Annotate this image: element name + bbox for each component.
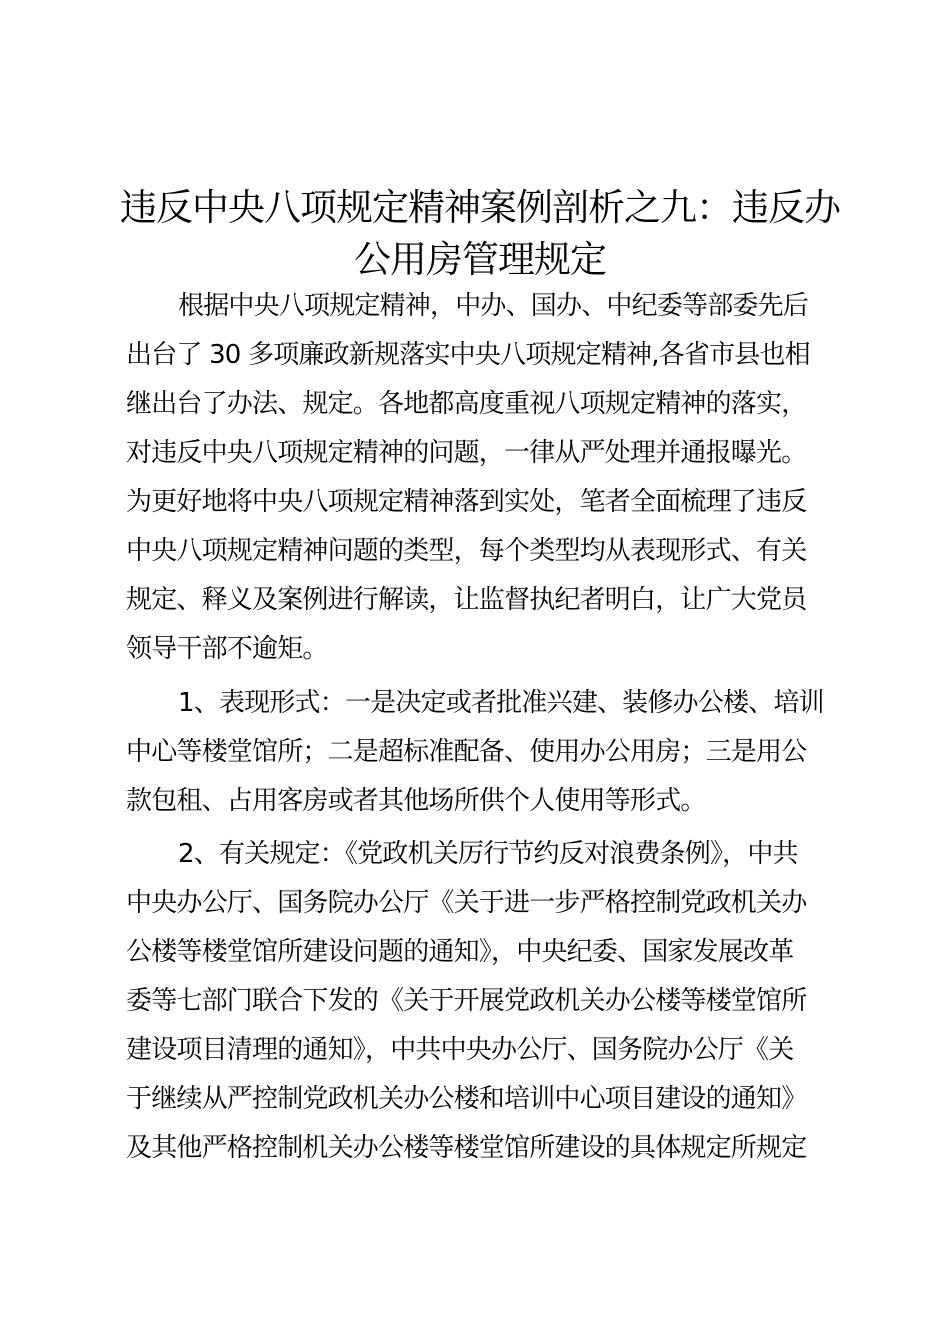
paragraph-2-line-3: 款包租、占用客房或者其他场所供个人使用等形式。 (126, 786, 706, 816)
paragraph-3-line-6: 于继续从严控制党政机关办公楼和培训中心项目建设的通知》 (126, 1084, 807, 1114)
document-title-line-1: 违反中央八项规定精神案例剖析之九：违反办 (120, 186, 840, 229)
paragraph-3-line-7: 及其他严格控制机关办公楼等楼堂馆所建设的具体规定所规定 (126, 1133, 807, 1163)
paragraph-3-line-5: 建设项目清理的通知》，中共中央办公厅、国务院办公厅《关 (126, 1035, 794, 1065)
paragraph-2-line-2: 中心等楼堂馆所；二是超标准配备、使用办公用房；三是用公 (126, 737, 807, 767)
document-title-line-2: 公用房管理规定 (354, 238, 606, 281)
paragraph-1-line-1: 根据中央八项规定精神，中办、国办、中纪委等部委先后 (178, 291, 809, 321)
paragraph-1-line-3: 继出台了办法、规定。各地都高度重视八项规定精神的落实， (126, 389, 807, 419)
paragraph-3-line-1: 2、有关规定：《党政机关厉行节约反对浪费条例》，中共 (178, 839, 798, 869)
paragraph-3-line-2: 中央办公厅、国务院办公厅《关于进一步严格控制党政机关办 (126, 888, 807, 918)
paragraph-3-line-3: 公楼等楼堂馆所建设问题的通知》，中央纪委、国家发展改革 (126, 937, 794, 967)
paragraph-1-line-2: 出台了 30 多项廉政新规落实中央八项规定精神,各省市县也相 (126, 340, 810, 370)
paragraph-1-line-4: 对违反中央八项规定精神的问题，一律从严处理并通报曝光。 (126, 438, 807, 468)
paragraph-1-line-8: 领导干部不逾矩。 (126, 634, 328, 664)
paragraph-2-line-1: 1、表现形式：一是决定或者批准兴建、装修办公楼、培训 (178, 688, 824, 718)
paragraph-3-line-4: 委等七部门联合下发的《关于开展党政机关办公楼等楼堂馆所 (126, 986, 807, 1016)
paragraph-1-line-7: 规定、释义及案例进行解读，让监督执纪者明白，让广大党员 (126, 585, 807, 615)
paragraph-1-line-5: 为更好地将中央八项规定精神落到实处，笔者全面梳理了违反 (126, 487, 807, 517)
paragraph-1-line-6: 中央八项规定精神问题的类型，每个类型均从表现形式、有关 (126, 536, 807, 566)
